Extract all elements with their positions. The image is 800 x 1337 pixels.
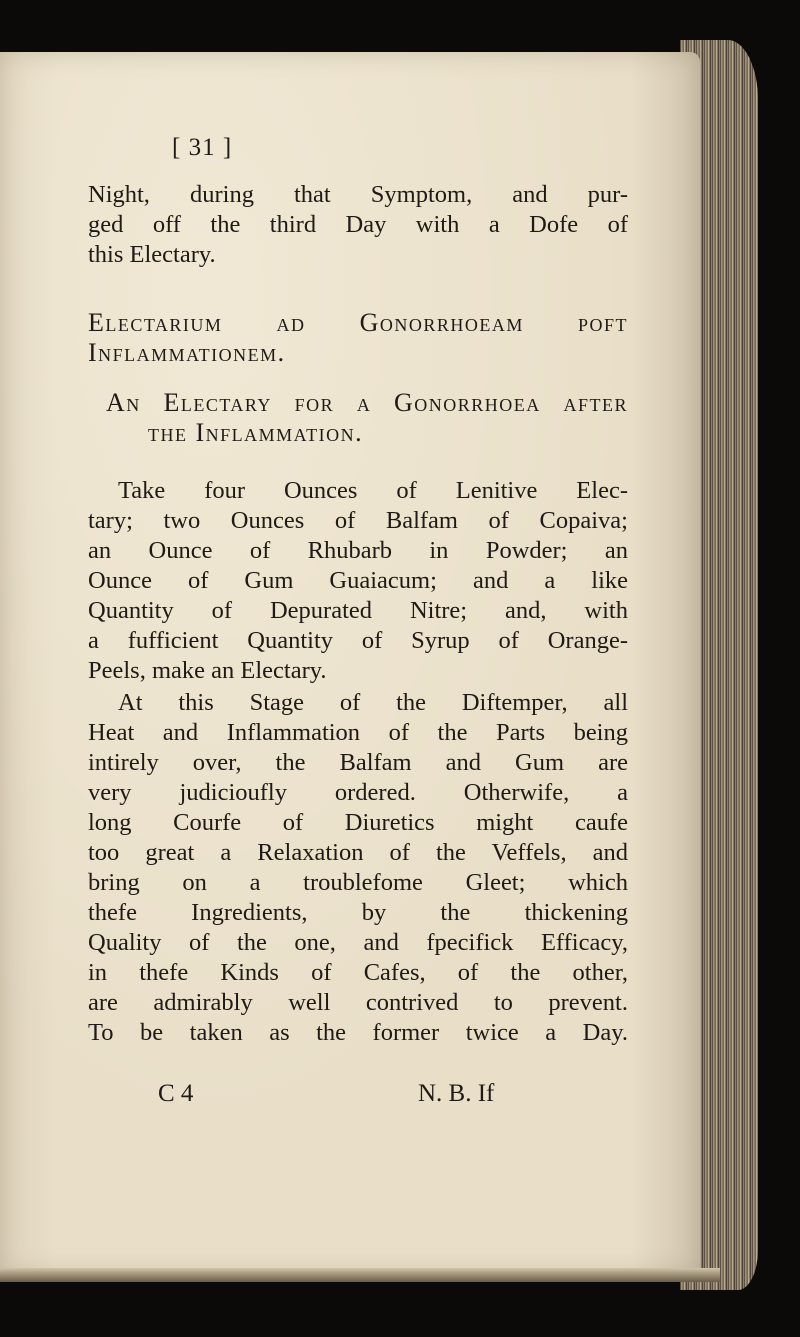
text-line: Peels, make an Electary. [88, 657, 327, 684]
text-line: At this Stage of the Diftemper, all [118, 689, 628, 716]
text-line: too great a Relaxation of the Veffels, and [88, 839, 628, 866]
heading-line: Inflammationem. [88, 338, 286, 367]
heading-line: An Electary for a Gonorrhoea after [106, 388, 628, 417]
text-line: Heat and Inflammation of the Parts being [88, 719, 628, 746]
text-line: this Electary. [88, 241, 216, 268]
text-line: ged off the third Day with a Dofe of [88, 211, 628, 238]
text-line: intirely over, the Balfam and Gum are [88, 749, 628, 776]
text-line: Quantity of Depurated Nitre; and, with [88, 597, 628, 624]
heading-line: Electarium ad Gonorrhoeam poft [88, 308, 628, 337]
text-line: Ounce of Gum Guaiacum; and a like [88, 567, 628, 594]
page-number: [ 31 ] [172, 134, 233, 161]
text-line: an Ounce of Rhubarb in Powder; an [88, 537, 628, 564]
text-line: Night, during that Symptom, and pur- [88, 181, 628, 208]
text-line: are admirably well contrived to prevent. [88, 989, 628, 1016]
text-line: very judicioufly ordered. Otherwife, a [88, 779, 628, 806]
note-paragraph [88, 688, 628, 1048]
lead-paragraph [88, 180, 628, 270]
text-line: bring on a troublefome Gleet; which [88, 869, 628, 896]
text-line: tary; two Ounces of Balfam of Copaiva; [88, 507, 628, 534]
recipe-paragraph [88, 476, 628, 686]
english-heading [88, 388, 628, 448]
text-line: To be taken as the former twice a Day. [88, 1019, 628, 1046]
catchword: N. B. If [418, 1080, 495, 1107]
text-line: Quality of the one, and fpecifick Efficacy, [88, 929, 628, 956]
text-line: long Courfe of Diuretics might caufe [88, 809, 628, 836]
latin-heading [88, 308, 628, 368]
text-line: thefe Ingredients, by the thickening [88, 899, 628, 926]
signature-mark: C 4 [158, 1080, 194, 1107]
text-line: Take four Ounces of Lenitive Elec- [118, 477, 628, 504]
text-line: a fufficient Quantity of Syrup of Orange- [88, 627, 628, 654]
heading-line: the Inflammation. [148, 418, 364, 447]
text-line: in thefe Kinds of Cafes, of the other, [88, 959, 628, 986]
page-bottom-edge [0, 1268, 720, 1282]
